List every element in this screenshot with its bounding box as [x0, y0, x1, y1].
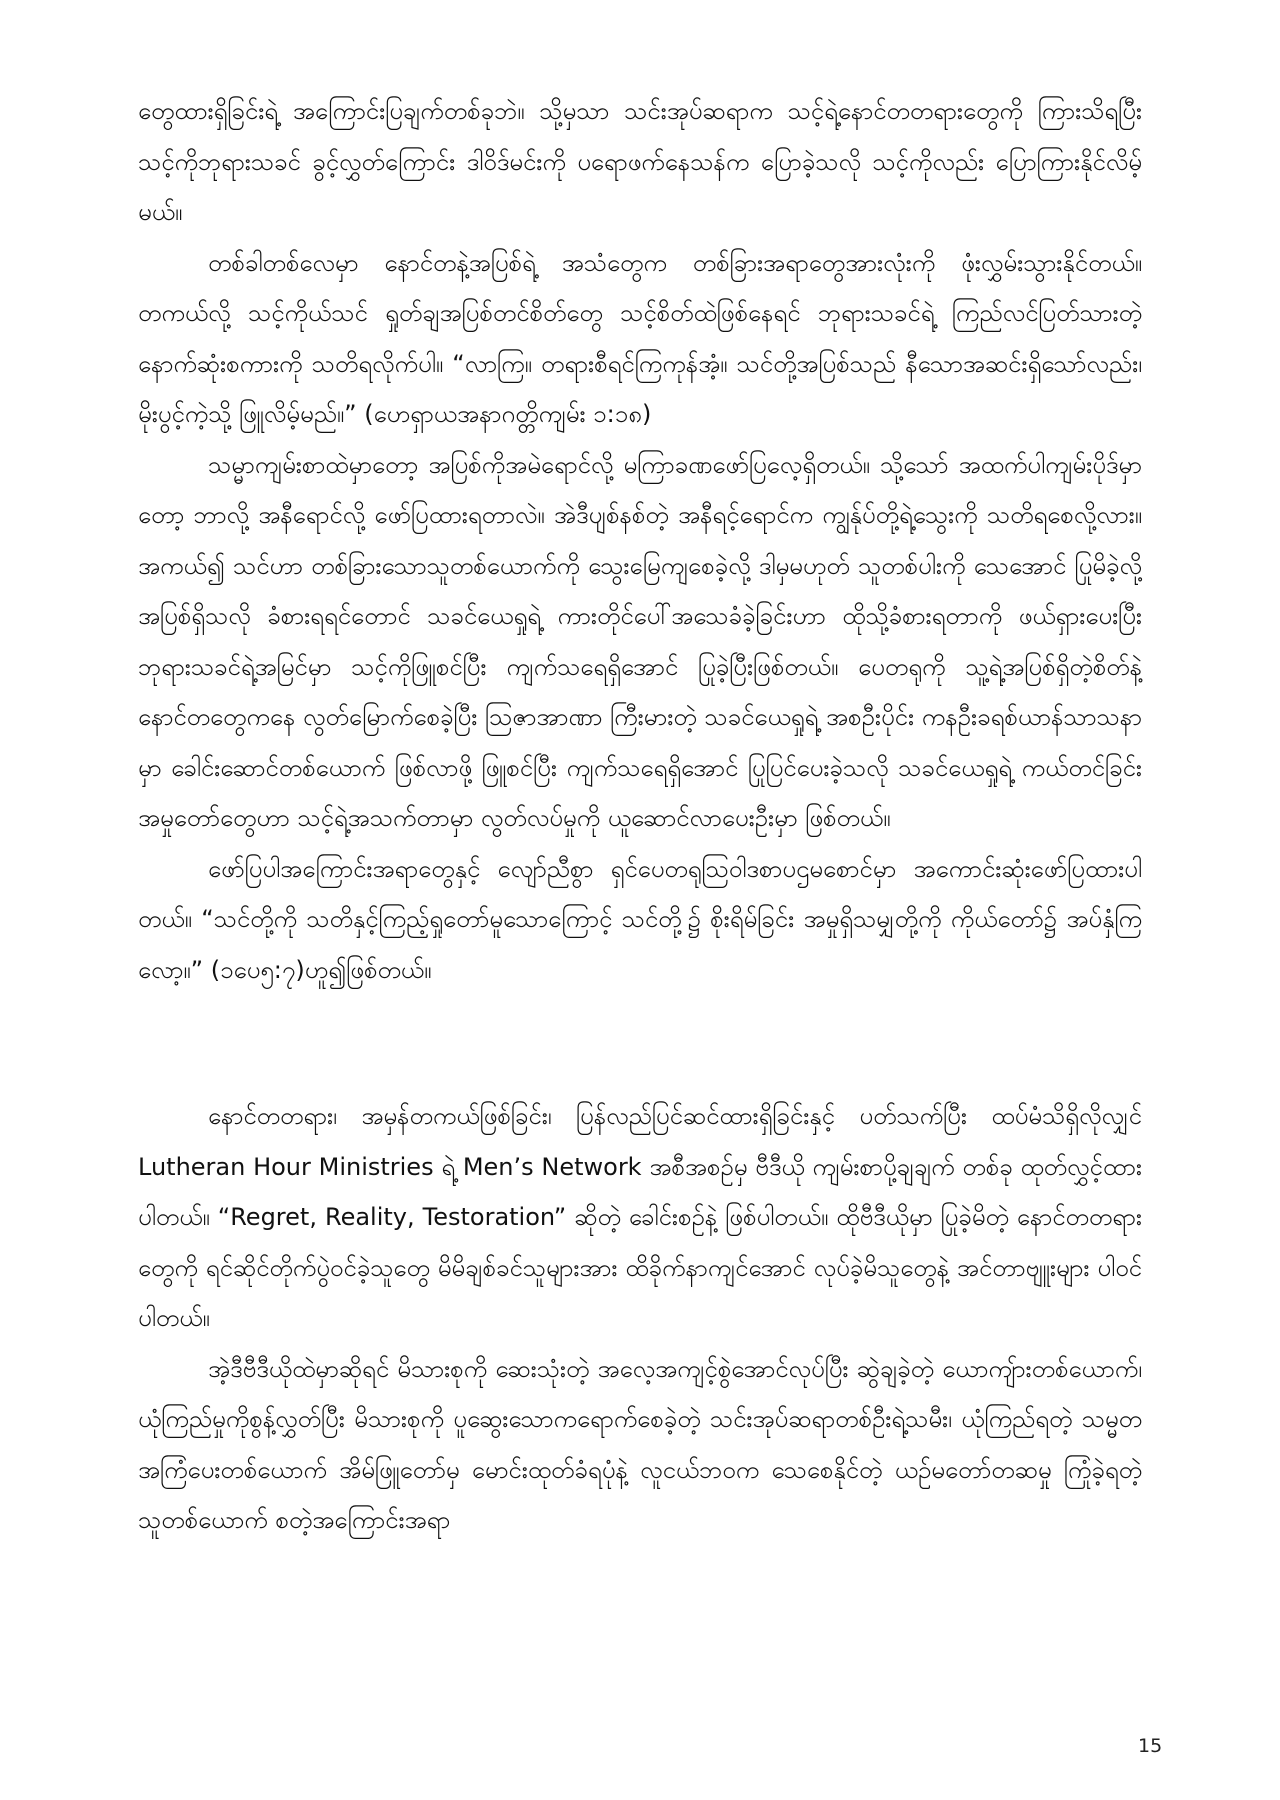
- paragraph: သမ္မာကျမ်းစာထဲမှာတော့ အပြစ်ကိုအမဲရောင်လို့ မကြာခဏဖော်ပြလေ့ရှိတယ်။ သို့သော် အထက်ပါကျမ်းပိုဒ်မှာတော့ ဘာလို့ အနီရောင်လို့ ဖော်ပြထားရတာလဲ။ အဲဒီပျစ်နစ်တဲ့ အနီရင့်ရောင်က ကျွန်ုပ်တို့ရဲ့သွေးကို သတိရစေလို့လား။ အကယ်၍ သင်ဟာ တစ်ခြားသောသူတစ်ယောက်ကို သွေးမြေကျစေခဲ့လို့ ဒါမှမဟုတ် သူတစ်ပါးကို သေအောင် ပြုမိခဲ့လို့ အပြစ်ရှိသလို ခံစားရရင်တောင် သခင်ယေရှုရဲ့ ကားတိုင်ပေါ်အသေခံခဲ့ခြင်းဟာ ထိုသို့ခံစားရတာကို ဖယ်ရှားပေးပြီး ဘုရားသခင်ရဲ့အမြင်မှာ သင့်ကိုဖြူစင်ပြီး ကျက်သရေရှိအောင် ပြုခဲ့ပြီးဖြစ်တယ်။ ပေတရုကို သူ့ရဲ့အပြစ်ရှိတဲ့စိတ်နဲ့ နောင်တတွေကနေ လွတ်မြောက်စေခဲ့ပြီး ဩဇာအာဏာ ကြီးမားတဲ့ သခင်ယေရှုရဲ့ အစဦးပိုင်း ကနဦးခရစ်ယာန်သာသနာမှာ ခေါင်းဆောင်တစ်ယောက် ဖြစ်လာဖို့ ဖြူစင်ပြီး ကျက်သရေရှိအောင် ပြုပြင်ပေးခဲ့သလို သခင်ယေရှုရဲ့ ကယ်တင်ခြင်း အမှုတော်တွေဟာ သင့်ရဲ့အသက်တာမှာ လွတ်လပ်မှုကို ယူဆောင်လာပေးဦးမှာ ဖြစ်တယ်။: [138, 450, 1142, 832]
- paragraph: ဖော်ပြပါအကြောင်းအရာတွေနှင့် လျော်ညီစွာ ရှင်ပေတရုဩဝါဒစာပဌမစောင်မှာ အကောင်းဆုံးဖော်ပြထားပါတယ်။ “သင်တို့ကို သတိနှင့်ကြည့်ရှုတော်မူသောကြောင့် သင်တို့၌ စိုးရိမ်ခြင်း အမှုရှိသမျှတို့ကို ကိုယ်တော်၌ အပ်နှံကြလော့။” (၁ပေ၅:၇)ဟူ၍ဖြစ်တယ်။: [138, 854, 1142, 984]
- paragraph: တစ်ခါတစ်လေမှာ နောင်တနဲ့အပြစ်ရဲ့ အသံတွေက တစ်ခြားအရာတွေအားလုံးကို ဖုံးလွှမ်းသွားနိုင်တယ်။ တကယ်လို့ သင့်ကိုယ်သင် ရှုတ်ချအပြစ်တင်စိတ်တွေ သင့်စိတ်ထဲဖြစ်နေရင် ဘုရားသခင်ရဲ့ ကြည်လင်ပြတ်သားတဲ့ နောက်ဆုံးစကားကို သတိရလိုက်ပါ။ “လာကြ။ တရားစီရင်ကြကုန်အံ့။ သင်တို့အပြစ်သည် နီသောအဆင်းရှိသော်လည်း၊ မိုးပွင့်ကဲ့သို့ ဖြူလိမ့်မည်။” (ဟေရှာယအနာဂတ္တိကျမ်း ၁:၁၈): [138, 248, 1142, 428]
- paragraph-continuation: တွေထားရှိခြင်းရဲ့ အကြောင်းပြချက်တစ်ခုဘဲ။ သို့မှသာ သင်းအုပ်ဆရာက သင့်ရဲ့နောင်တတရားတွေကို ကြားသိရပြီး သင့်ကိုဘုရားသခင် ခွင့်လွှတ်ကြောင်း ဒါဝိဒ်မင်းကို ပရောဖက်နေသန်က ပြောခဲ့သလို သင့်ကိုလည်း ပြောကြားနိုင်လိမ့်မယ်။: [138, 97, 1142, 226]
- page-content: [138, 86, 1142, 1546]
- paragraph: နောင်တတရား၊ အမှန်တကယ်ဖြစ်ခြင်း၊ ပြန်လည်ပြင်ဆင်ထားရှိခြင်းနှင့် ပတ်သက်ပြီး ထပ်မံသိရှိလိုလျှင် Lutheran Hour Ministries ရဲ့ Men’s Network အစီအစဉ်မှ ဗီဒီယို ကျမ်းစာပို့ချချက် တစ်ခု ထုတ်လွှင့်ထားပါတယ်။ “Regret, Reality, Testoration” ဆိုတဲ့ ခေါင်းစဉ်နဲ့ ဖြစ်ပါတယ်။ ထိုဗီဒီယိုမှာ ပြုခဲ့မိတဲ့ နောင်တတရားတွေကို ရင်ဆိုင်တိုက်ပွဲဝင်ခဲ့သူတွေ မိမိချစ်ခင်သူများအား ထိခိုက်နာကျင်အောင် လုပ်ခဲ့မိသူတွေနဲ့ အင်တာဗျူးများ ပါဝင်ပါတယ်။: [138, 1102, 1142, 1332]
- page-number: 15: [1138, 1735, 1163, 1757]
- paragraph: အဲ့ဒီဗီဒီယိုထဲမှာဆိုရင် မိသားစုကို ဆေးသုံးတဲ့ အလေ့အကျင့်စွဲအောင်လုပ်ပြီး ဆွဲချခဲ့တဲ့ ယောကျ်ားတစ်ယောက်၊ ယုံကြည်မှုကိုစွန့်လွှတ်ပြီး မိသားစုကို ပူဆွေးသောကရောက်စေခဲ့တဲ့ သင်းအုပ်ဆရာတစ်ဦးရဲ့သမီး၊ ယုံကြည်ရတဲ့ သမ္မတအကြံပေးတစ်ယောက် အိမ်ဖြူတော်မှ မောင်းထုတ်ခံရပုံနဲ့ လူငယ်ဘဝက သေစေနိုင်တဲ့ ယဉ်မတော်တဆမှု ကြုံခဲ့ရတဲ့ သူတစ်ယောက် စတဲ့အကြောင်းအရာ: [138, 1354, 1142, 1534]
- section-spacer: [138, 995, 1142, 1091]
